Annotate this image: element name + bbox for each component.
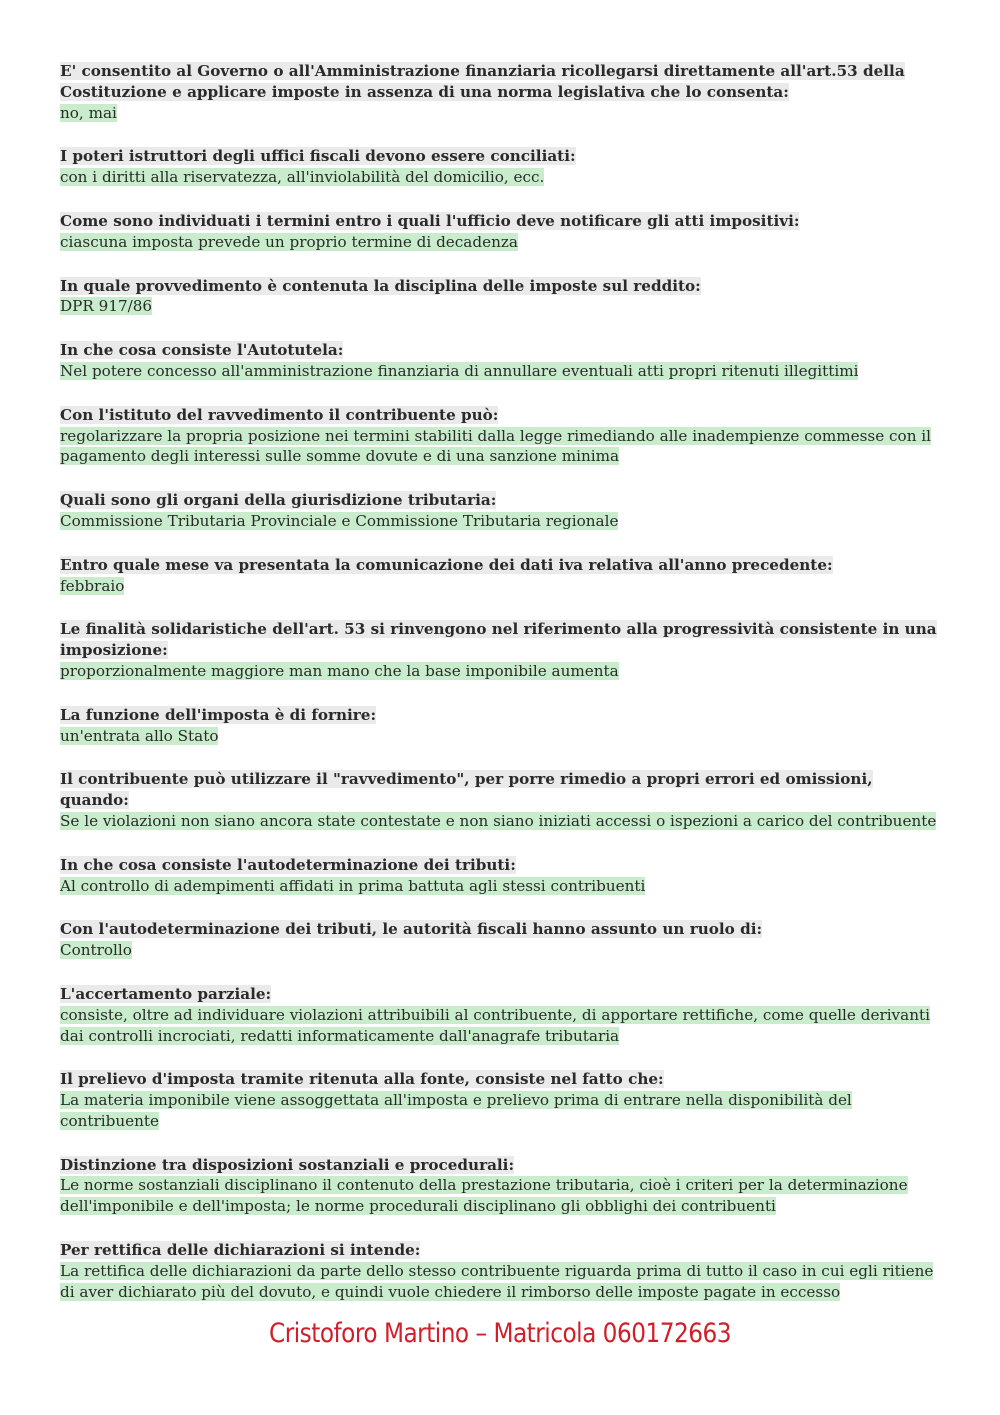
question: Distinzione tra disposizioni sostanziali e procedurali: <box>60 1155 515 1174</box>
answer: proporzionalmente maggiore man mano che la base imponibile aumenta <box>60 661 619 680</box>
qa-item <box>60 405 940 467</box>
qa-item <box>60 919 940 961</box>
question: Con l'istituto del ravvedimento il contribuente può: <box>60 405 499 424</box>
question: Per rettifica delle dichiarazioni si intende: <box>60 1241 421 1260</box>
question: E' consentito al Governo o all'Amministrazione finanziaria ricollegarsi direttamente all'art.53 della Costituzione e applicare imposte in assenza di una norma legislativa che lo consenta: <box>60 62 905 101</box>
qa-item <box>60 61 940 123</box>
qa-item <box>60 276 940 318</box>
answer: Le norme sostanziali disciplinano il contenuto della prestazione tributaria, cioè i criteri per la determinazione dell'imponibile e dell'imposta; le norme procedurali disciplinano gli obblighi dei contribuenti <box>60 1176 908 1216</box>
answer: con i diritti alla riservatezza, all'inviolabilità del domicilio, ecc. <box>60 168 545 187</box>
qa-item <box>60 340 940 382</box>
question: L'accertamento parziale: <box>60 984 272 1003</box>
qa-list <box>60 61 940 1325</box>
answer: Controllo <box>60 941 132 960</box>
answer: un'entrata allo Stato <box>60 726 219 745</box>
qa-item <box>60 146 940 188</box>
qa-item <box>60 490 940 532</box>
question: Il contribuente può utilizzare il "ravvedimento", per porre rimedio a propri errori ed omissioni, quando: <box>60 770 873 810</box>
answer: Commissione Tributaria Provinciale e Commissione Tributaria regionale <box>60 511 619 530</box>
answer: La materia imponibile viene assoggettata all'imposta e prelievo prima di entrare nella disponibilità del contribuente <box>60 1091 852 1130</box>
question: Quali sono gli organi della giurisdizione tributaria: <box>60 491 497 510</box>
question: I poteri istruttori degli uffici fiscali devono essere conciliati: <box>60 147 576 166</box>
answer: La rettifica delle dichiarazioni da parte dello stesso contribuente riguarda prima di tutto il caso in cui egli ritiene di aver dichiarato più del dovuto, e quindi vuole chiedere il rimborso delle imposte pagate in eccesso <box>60 1261 934 1301</box>
answer: ciascuna imposta prevede un proprio termine di decadenza <box>60 232 518 251</box>
qa-item <box>60 211 940 253</box>
question: In che cosa consiste l'Autotutela: <box>60 341 344 360</box>
author-footer: Cristoforo Martino – Matricola 060172663 <box>268 1318 732 1349</box>
qa-item <box>60 984 940 1046</box>
answer: Nel potere concesso all'amministrazione finanziaria di annullare eventuali atti propri ritenuti illegittimi <box>60 361 859 380</box>
qa-item <box>60 1069 940 1131</box>
answer: DPR 917/86 <box>60 297 153 316</box>
answer: Se le violazioni non siano ancora state contestate e non siano iniziati accessi o ispezioni a carico del contribuente <box>60 811 937 830</box>
answer: regolarizzare la propria posizione nei termini stabiliti dalla legge rimediando alle inadempienze commesse con il pagamento degli interessi sulle somme dovute e di una sanzione minima <box>60 426 932 466</box>
answer: febbraio <box>60 576 125 595</box>
qa-item <box>60 1240 940 1302</box>
qa-item <box>60 855 940 897</box>
question: Entro quale mese va presentata la comunicazione dei dati iva relativa all'anno precedente: <box>60 555 833 574</box>
question: Le finalità solidaristiche dell'art. 53 si rinvengono nel riferimento alla progressività consistente in una imposizione: <box>60 620 937 660</box>
qa-item <box>60 555 940 597</box>
question: In che cosa consiste l'autodeterminazione dei tributi: <box>60 855 516 874</box>
qa-item <box>60 705 940 747</box>
question: Il prelievo d'imposta tramite ritenuta alla fonte, consiste nel fatto che: <box>60 1070 664 1089</box>
question: In quale provvedimento è contenuta la disciplina delle imposte sul reddito: <box>60 276 701 295</box>
qa-item <box>60 1155 940 1217</box>
answer: no, mai <box>60 103 117 122</box>
question: Con l'autodeterminazione dei tributi, le autorità fiscali hanno assunto un ruolo di: <box>60 920 763 939</box>
question: Come sono individuati i termini entro i quali l'ufficio deve notificare gli atti impositivi: <box>60 211 800 230</box>
qa-item <box>60 769 940 831</box>
answer: Al controllo di adempimenti affidati in prima battuta agli stessi contribuenti <box>60 876 646 895</box>
question: La funzione dell'imposta è di fornire: <box>60 705 377 724</box>
qa-item <box>60 619 940 681</box>
answer: consiste, oltre ad individuare violazioni attribuibili al contribuente, di apportare rettifiche, come quelle derivanti dai controlli incrociati, redatti informaticamente dall'anagrafe tributaria <box>60 1005 930 1045</box>
